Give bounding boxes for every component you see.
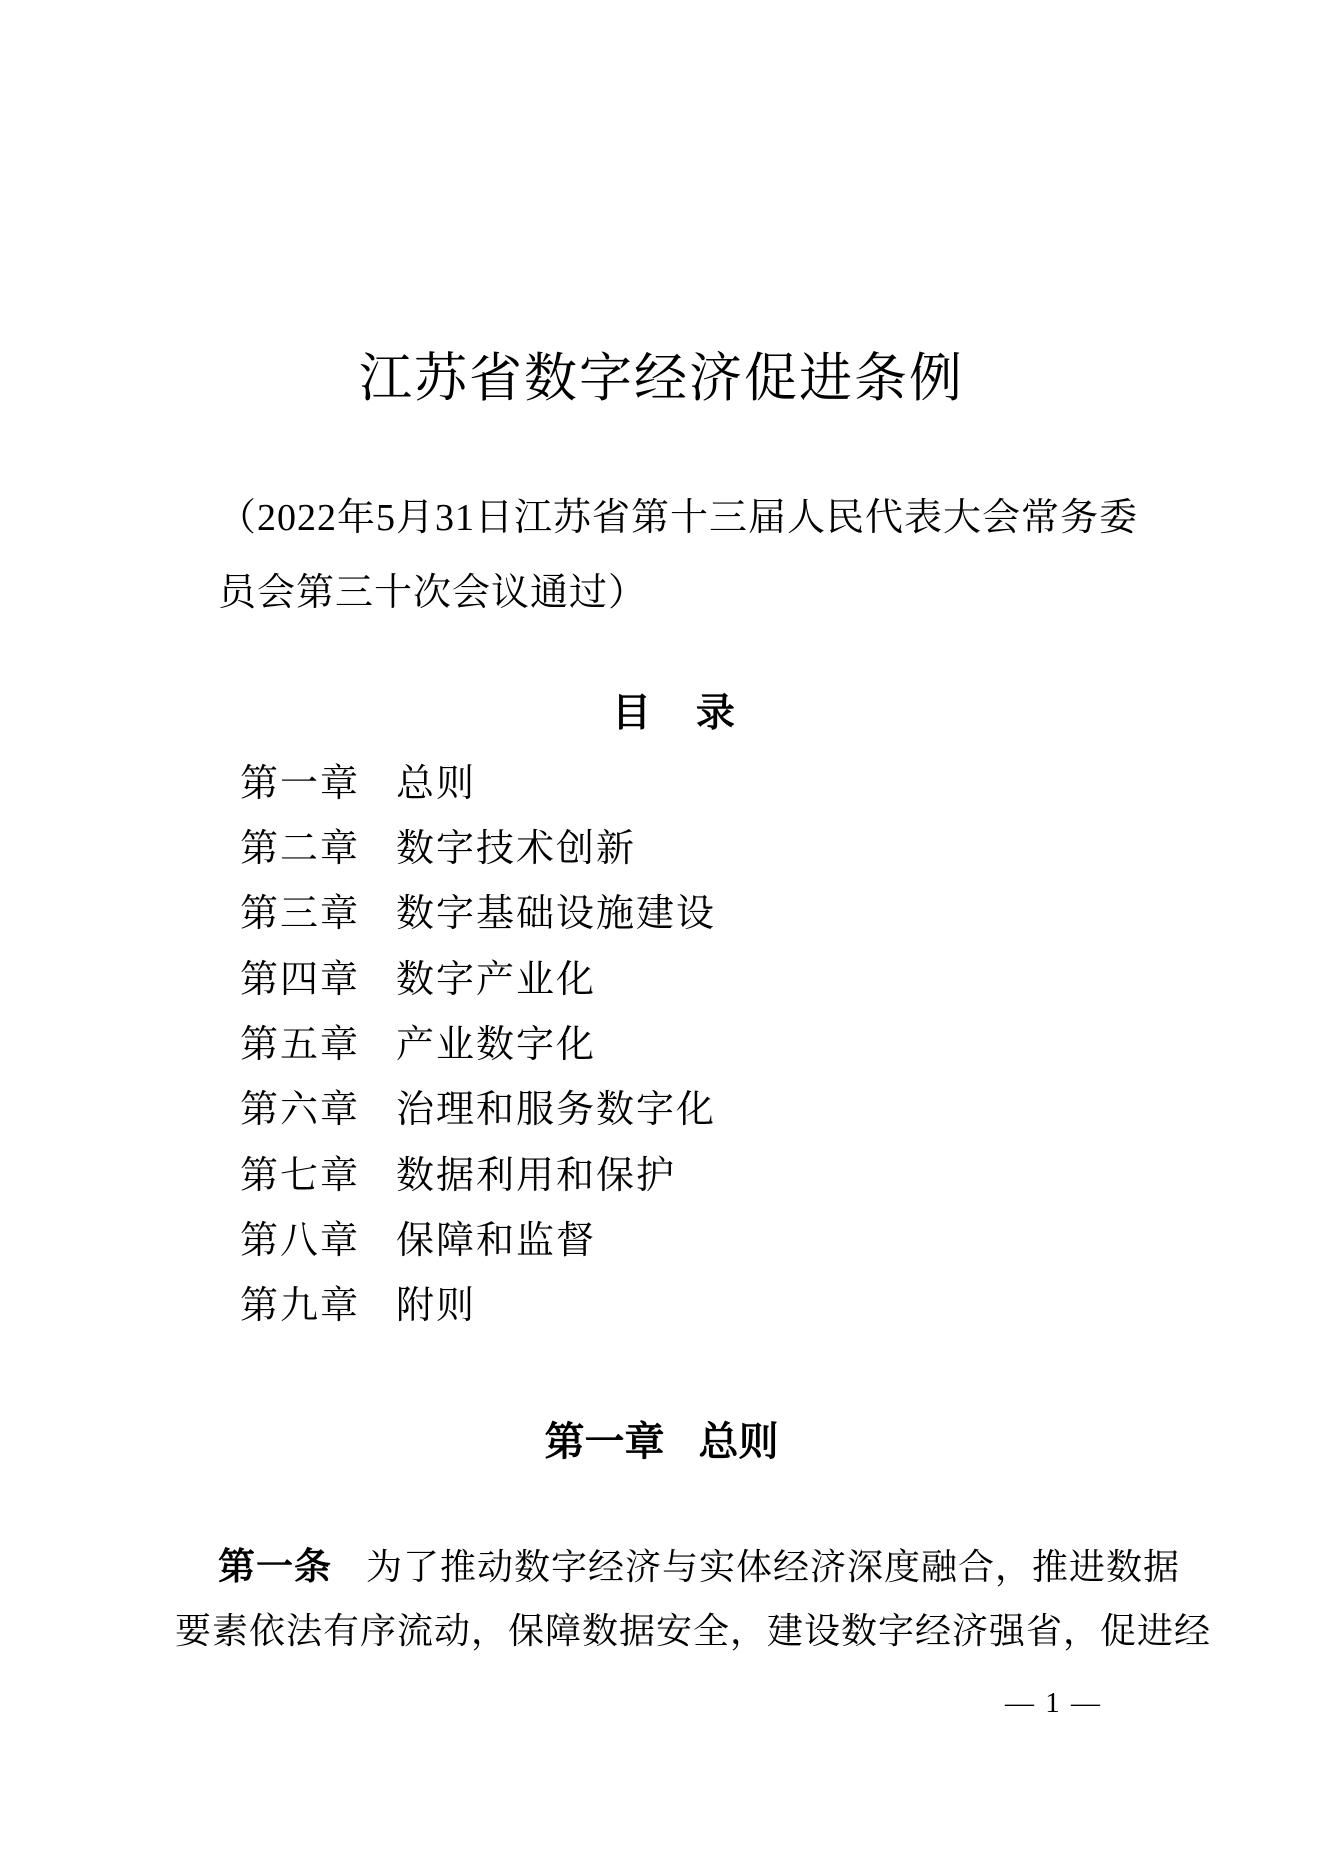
- article-1-line-1: [218, 1545, 1180, 1589]
- toc-chapter-title: 总则: [396, 763, 477, 805]
- toc-entry: [240, 958, 596, 1004]
- article-1-line-2: 要素依法有序流动，保障数据安全，建设数字经济强省，促进经: [175, 1611, 1212, 1651]
- toc-heading: 目录: [612, 692, 780, 735]
- toc-chapter-label: 第七章: [240, 1155, 361, 1197]
- toc-entry: [240, 1154, 676, 1200]
- toc-entry: [240, 762, 476, 808]
- toc-chapter-label: 第九章: [240, 1285, 361, 1327]
- chapter-number: 第一章: [544, 1420, 665, 1464]
- toc-chapter-title: 数字产业化: [396, 959, 597, 1001]
- toc-chapter-title: 数字基础设施建设: [396, 893, 717, 935]
- toc-chapter-label: 第八章: [240, 1220, 361, 1262]
- article-text: 为了推动数字经济与实体经济深度融合，推进数据: [366, 1547, 1181, 1587]
- toc-entry: [240, 827, 636, 873]
- toc-chapter-title: 数字技术创新: [396, 828, 637, 870]
- page-number: — 1 —: [1005, 1687, 1102, 1719]
- toc-chapter-label: 第一章: [240, 763, 361, 805]
- toc-chapter-title: 保障和监督: [396, 1220, 597, 1262]
- toc-chapter-label: 第六章: [240, 1089, 361, 1131]
- toc-entry: [240, 1023, 596, 1069]
- toc-chapter-title: 产业数字化: [396, 1024, 597, 1066]
- toc-chapter-label: 第四章: [240, 959, 361, 1001]
- chapter-title: 总则: [698, 1420, 779, 1464]
- toc-entry: [240, 892, 716, 938]
- article-number: 第一条: [218, 1546, 332, 1587]
- adoption-note-line-2: 员会第三十次会议通过）: [218, 572, 648, 614]
- chapter-1-heading: [0, 1418, 1323, 1466]
- toc-chapter-title: 治理和服务数字化: [396, 1089, 717, 1131]
- toc-chapter-title: 附则: [396, 1285, 477, 1327]
- toc-entry: [240, 1219, 596, 1265]
- page-title: 江苏省数字经济促进条例: [359, 350, 964, 408]
- toc-entry: [240, 1284, 476, 1330]
- toc-entry: [240, 1088, 716, 1134]
- toc-chapter-title: 数据利用和保护: [396, 1155, 677, 1197]
- toc-chapter-label: 第五章: [240, 1024, 361, 1066]
- toc-chapter-label: 第三章: [240, 893, 361, 935]
- toc-chapter-label: 第二章: [240, 828, 361, 870]
- adoption-note-line-1: （2022年5月31日江苏省第十三届人民代表大会常务委: [218, 497, 1139, 539]
